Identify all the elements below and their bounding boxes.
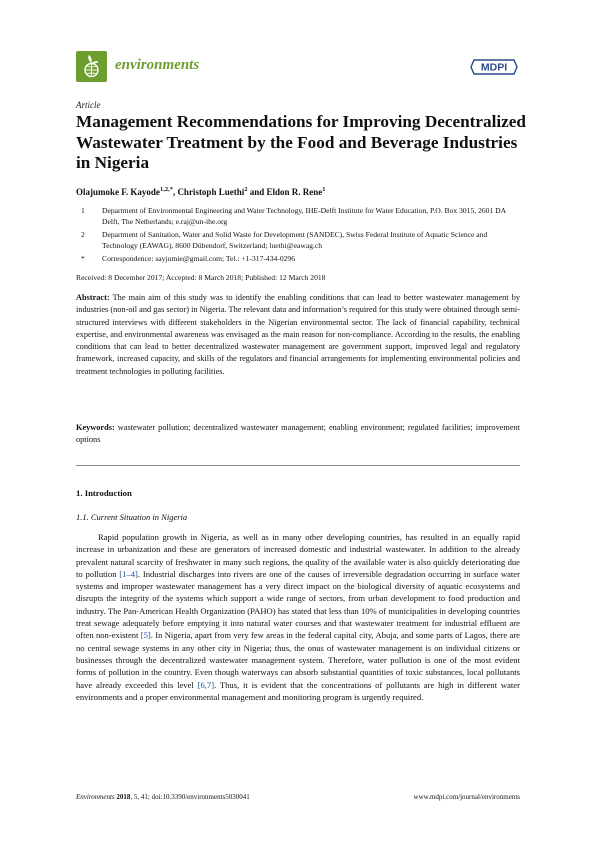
section-heading: 1. Introduction <box>76 488 132 498</box>
citation-link[interactable]: [1–4] <box>119 568 138 579</box>
affiliation-list <box>76 205 524 266</box>
publisher-name: MDPI <box>480 61 508 74</box>
keywords-text: wastewater pollution; decentralized wastewater management; enabling environment; regulated facilities; improvement options <box>76 423 521 445</box>
body-text-segment: . In Nigeria, apart from very few areas in the federal capital city, Abuja, and some parts of Lagos, there are no central sewage systems in any other city in Nigeria; thus, the onus of wastewater management is on individual citizens or businesses through the decentralized wastewater management system. Therefore, water pollution is one of the most evident forms of pollution in the country. Even though waterways can absorb substantial quantities of toxic substances, local pollutants have already exceeded this level <box>76 630 520 690</box>
abstract <box>76 292 520 378</box>
divider <box>76 465 520 466</box>
article-title: Management Recommendations for Improving Decentralized Wastewater Treatment by the Food and Beverage Industries in Nigeria <box>76 112 526 172</box>
citation-link[interactable]: [5] <box>140 630 151 641</box>
author-name: Christoph Luethi <box>177 187 245 197</box>
article-type: Article <box>76 100 101 110</box>
body-paragraph <box>76 531 520 703</box>
footer-citation <box>76 793 250 801</box>
body-text-segment: . Industrial discharges into rivers are one of the causes of irreversible degradation occurring in surface water systems and improper wastewater management has a very direct impact on the biological diversity of aquatic ecosystems and disrupts the integrity of the systems which support a wide range of sectors, from urban development to food production and industry. The Pan-American Health Organization (PAHO) has stated that less than 10% of municipalities in developing countries treat sewage adequately before emptying it into natural water courses and that wastewater treatment for industrial effluent are often non-existent <box>76 568 520 641</box>
journal-logo-icon <box>76 51 107 82</box>
footer-url[interactable]: www.mdpi.com/journal/environments <box>413 793 520 801</box>
citation-link[interactable]: [6,7] <box>197 679 215 690</box>
correspondence-text: Correspondence: sayjumie@gmail.com; Tel.: +1-317-434-0296 <box>102 254 296 263</box>
footer-journal: Environments <box>76 793 115 801</box>
subsection-heading: 1.1. Current Situation in Nigeria <box>76 512 188 522</box>
affiliation-item <box>76 229 524 251</box>
affiliation-mark: 2 <box>81 230 85 239</box>
body-text-segment: Rapid population growth in Nigeria, as well as in many other developing countries, has resulted in an equally rapid increase in urbanization and these are generators of increased domestic and industrial wastewater. In addition to the already prevalent natural scarcity of freshwater in many such regions, the quality of the available water is also quickly deteriorating due to pollution <box>76 532 520 579</box>
keywords-label: Keywords: <box>76 423 115 432</box>
author-list <box>76 186 521 197</box>
mdpi-logo-icon <box>470 56 518 78</box>
abstract-text: The main aim of this study was to identify the enabling conditions that can lead to better wastewater management by industries (non-oil and gas sector) in Nigeria. The relevant data and information’s required for this study were obtained through semi-structured interviews with different stakeholders in the Nigerian environmental sector. The lack of financial capability, technical expertise, and environmental awareness was envisaged as the main reason for non-compliance. According to the results, the enabling conditions that can lead to better decentralized wastewater management are government support, improved legal and regulatory framework, increased capacity, and skills of the regulators and financial arrangements for implementing environmental policies and treatment technologies in polluting facilities. <box>76 293 520 376</box>
keywords <box>76 422 520 447</box>
author-separator: , <box>172 187 178 197</box>
author-affiliation-mark: 1 <box>322 186 326 193</box>
affiliation-item <box>76 253 524 264</box>
abstract-label: Abstract: <box>76 293 110 302</box>
affiliation-text: Department of Environmental Engineering and Water Technology, IHE-Delft Institute for Water Education, P.O. Box 3015, 2601 DA Delft, The Netherlands; e.raj@un-ihe.org <box>102 206 506 227</box>
author-name: Olajumoke F. Kayode <box>76 187 160 197</box>
footer-doi: , 5, 41; doi:10.3390/environments5030041 <box>130 793 250 801</box>
footer-year: 2018 <box>116 793 131 801</box>
journal-name: environments <box>115 57 200 73</box>
body-text-segment: . Thus, it is evident that the concentrations of pollutants are high in different water environments and a proper environmental management and monitoring program is urgently required. <box>76 679 520 702</box>
author-separator: and <box>247 187 267 197</box>
publication-history: Received: 8 December 2017; Accepted: 8 March 2018; Published: 12 March 2018 <box>76 273 326 282</box>
affiliation-item <box>76 205 524 227</box>
affiliation-mark: 1 <box>81 206 85 215</box>
affiliation-text: Department of Sanitation, Water and Solid Waste for Development (SANDEC), Swiss Federal Institute of Aquatic Science and Technology (EAWAG), 8600 Dübendorf, Switzerland; luethi@eawag.ch <box>102 230 488 251</box>
author-affiliation-mark: 1,2,* <box>159 186 173 193</box>
author-name: Eldon R. Rene <box>266 187 323 197</box>
author-affiliation-mark: 2 <box>244 186 248 193</box>
affiliation-mark: * <box>81 254 85 263</box>
